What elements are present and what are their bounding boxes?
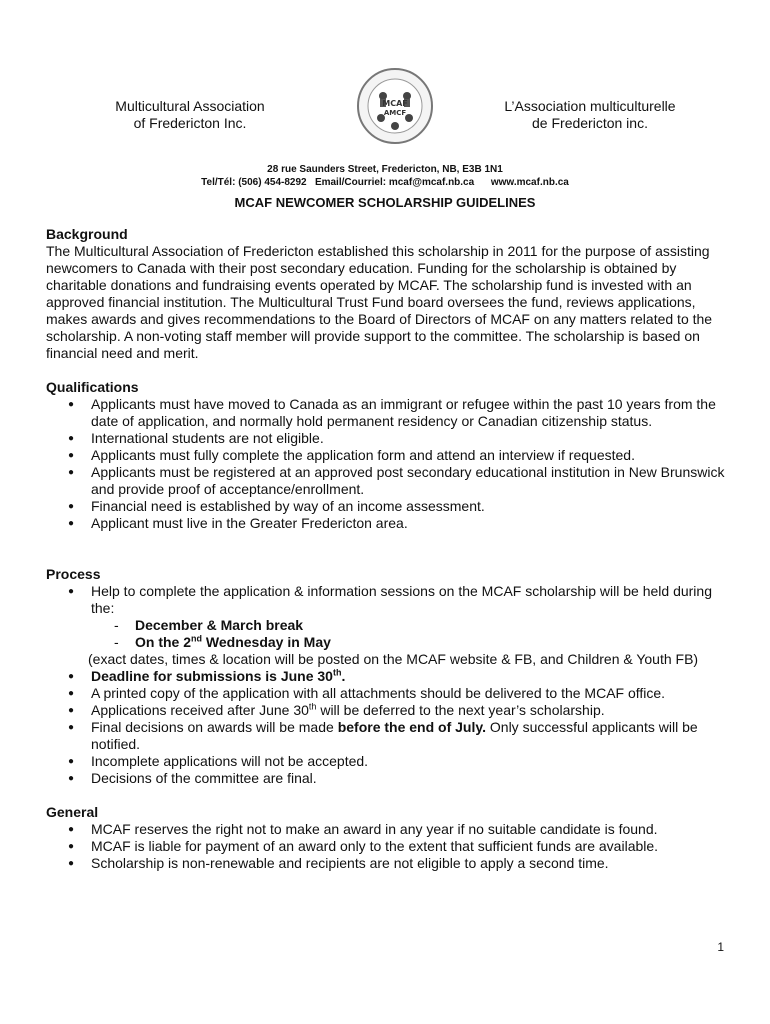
bullet-icon: ● (68, 756, 75, 767)
list-item: ● International students are not eligible. (68, 430, 324, 446)
bullet-icon: ● (68, 586, 75, 597)
document-title: MCAF NEWCOMER SCHOLARSHIP GUIDELINES (234, 195, 536, 210)
list-item: ● Final decisions on awards will be made before the end of July. Only successful applicants will be notified. (68, 719, 698, 752)
address-line: 28 rue Saunders Street, Fredericton, NB, E3B 1N1 (267, 164, 503, 175)
svg-text:AMCF: AMCF (383, 109, 407, 117)
document-body (46, 226, 736, 872)
list-item: ● Applicants must be registered at an approved post secondary educational institution in New Brunswick and provide proof of acceptance/enrollment. (68, 464, 725, 497)
list-item: ● Deadline for submissions is June 30th. (68, 667, 346, 684)
list-item: ● Applicant must live in the Greater Fredericton area. (68, 515, 408, 531)
bullet-icon: ● (68, 841, 75, 852)
bullet-icon: ● (68, 688, 75, 699)
session-date-item: - On the 2nd Wednesday in May (114, 633, 331, 650)
list-item: ● Help to complete the application & information sessions on the MCAF scholarship will be held during the: (68, 583, 712, 616)
process-list-continued (46, 668, 736, 787)
bullet-icon: ● (68, 467, 75, 478)
list-item: ● Incomplete applications will not be accepted. (68, 753, 369, 769)
bullet-icon: ● (68, 399, 75, 410)
bullet-icon: ● (68, 671, 75, 682)
org-name-english: Multicultural Association of Fredericton Inc. (115, 98, 265, 131)
bullet-icon: ● (68, 450, 75, 461)
contact-website: www.mcaf.nb.ca (490, 177, 569, 188)
bullet-icon: ● (68, 824, 75, 835)
session-note: (exact dates, times & location will be posted on the MCAF website & FB, and Children & Youth FB) (88, 651, 699, 667)
bullet-icon: ● (68, 858, 75, 869)
bullet-icon: ● (68, 433, 75, 444)
list-item: ● Applicants must fully complete the application form and attend an interview if requested. (68, 447, 635, 463)
qualifications-list (46, 396, 736, 532)
contact-line (0, 177, 770, 189)
contact-email: Email/Courriel: mcaf@mcaf.nb.ca (314, 177, 475, 188)
bullet-icon: ● (68, 705, 75, 716)
page-number: 1 (717, 940, 724, 954)
list-item: ● MCAF reserves the right not to make an award in any year if no suitable candidate is found. (68, 821, 658, 837)
list-item: ● Applications received after June 30th will be deferred to the next year’s scholarship. (68, 701, 605, 718)
contact-tel: Tel/Tél: (506) 454-8292 (201, 177, 307, 188)
background-heading: Background (46, 226, 128, 242)
list-item: ● MCAF is liable for payment of an award only to the extent that sufficient funds are available. (68, 838, 659, 854)
list-item: ● Decisions of the committee are final. (68, 770, 317, 786)
list-item: ● Applicants must have moved to Canada as an immigrant or refugee within the past 10 years from the date of application, and normally hold permanent residency or Canadian citizenship status. (68, 396, 716, 429)
background-text: The Multicultural Association of Fredericton established this scholarship in 2011 for the purpose of assisting newcomers to Canada with their post secondary education. Funding for the scholarship is obtained by charitable donations and fundraising events operated by MCAF. The scholarship fund is invested with an approved financial institution. The Multicultural Trust Fund board oversees the fund, reviews applications, makes awards and gives recommendations to the Board of Directors of MCAF on any matters related to the scholarship. A non-voting staff member will provide support to the committee. The scholarship is based on financial need and merit. (46, 243, 713, 361)
qualifications-heading: Qualifications (46, 379, 139, 395)
list-item: ● Financial need is established by way of an income assessment. (68, 498, 485, 514)
svg-text:MCAF: MCAF (382, 99, 408, 108)
general-list (46, 821, 736, 872)
bullet-icon: ● (68, 773, 75, 784)
process-list (46, 583, 736, 617)
mcaf-logo (355, 66, 435, 146)
general-heading: General (46, 804, 99, 820)
bullet-icon: ● (68, 518, 75, 529)
process-heading: Process (46, 566, 101, 582)
bullet-icon: ● (68, 501, 75, 512)
list-item: ● Scholarship is non-renewable and recipients are not eligible to apply a second time. (68, 855, 609, 871)
bullet-icon: ● (68, 722, 75, 733)
list-item: ● A printed copy of the application with all attachments should be delivered to the MCAF office. (68, 685, 666, 701)
org-name-french: L’Association multiculturelle de Fredericton inc. (504, 98, 676, 131)
session-date-item: - December & March break (114, 617, 304, 633)
